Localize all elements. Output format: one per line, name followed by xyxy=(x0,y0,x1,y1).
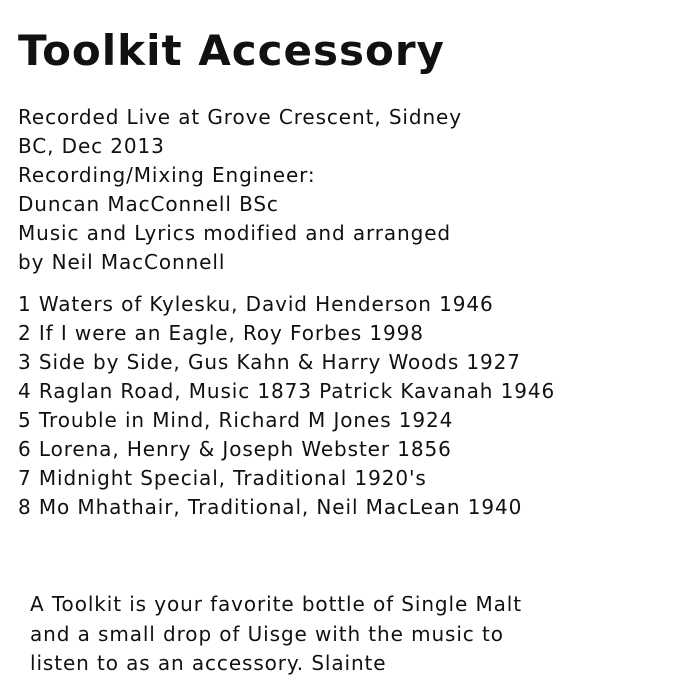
credit-line: BC, Dec 2013 xyxy=(18,134,165,158)
track-item: 8 Mo Mhathair, Traditional, Neil MacLean 1940 xyxy=(18,495,523,519)
track-item: 3 Side by Side, Gus Kahn & Harry Woods 1927 xyxy=(18,350,521,374)
footer-note xyxy=(30,590,522,679)
footer-line: A Toolkit is your favorite bottle of Single Malt xyxy=(30,592,522,616)
credit-line: Music and Lyrics modified and arranged xyxy=(18,221,452,245)
track-item: 1 Waters of Kylesku, David Henderson 1946 xyxy=(18,292,494,316)
credit-line: Duncan MacConnell BSc xyxy=(18,192,279,216)
track-item: 7 Midnight Special, Traditional 1920's xyxy=(18,466,427,490)
credit-line: Recording/Mixing Engineer: xyxy=(18,163,316,187)
credit-line: by Neil MacConnell xyxy=(18,250,226,274)
track-item: 2 If I were an Eagle, Roy Forbes 1998 xyxy=(18,321,424,345)
recording-credits xyxy=(18,103,462,277)
track-item: 6 Lorena, Henry & Joseph Webster 1856 xyxy=(18,437,452,461)
track-item: 5 Trouble in Mind, Richard M Jones 1924 xyxy=(18,408,454,432)
track-item: 4 Raglan Road, Music 1873 Patrick Kavanah 1946 xyxy=(18,379,556,403)
footer-line: listen to as an accessory. Slainte xyxy=(30,651,387,675)
credit-line: Recorded Live at Grove Crescent, Sidney xyxy=(18,105,462,129)
footer-line: and a small drop of Uisge with the music to xyxy=(30,621,504,646)
album-title: Toolkit Accessory xyxy=(18,26,445,75)
track-list xyxy=(18,290,555,522)
